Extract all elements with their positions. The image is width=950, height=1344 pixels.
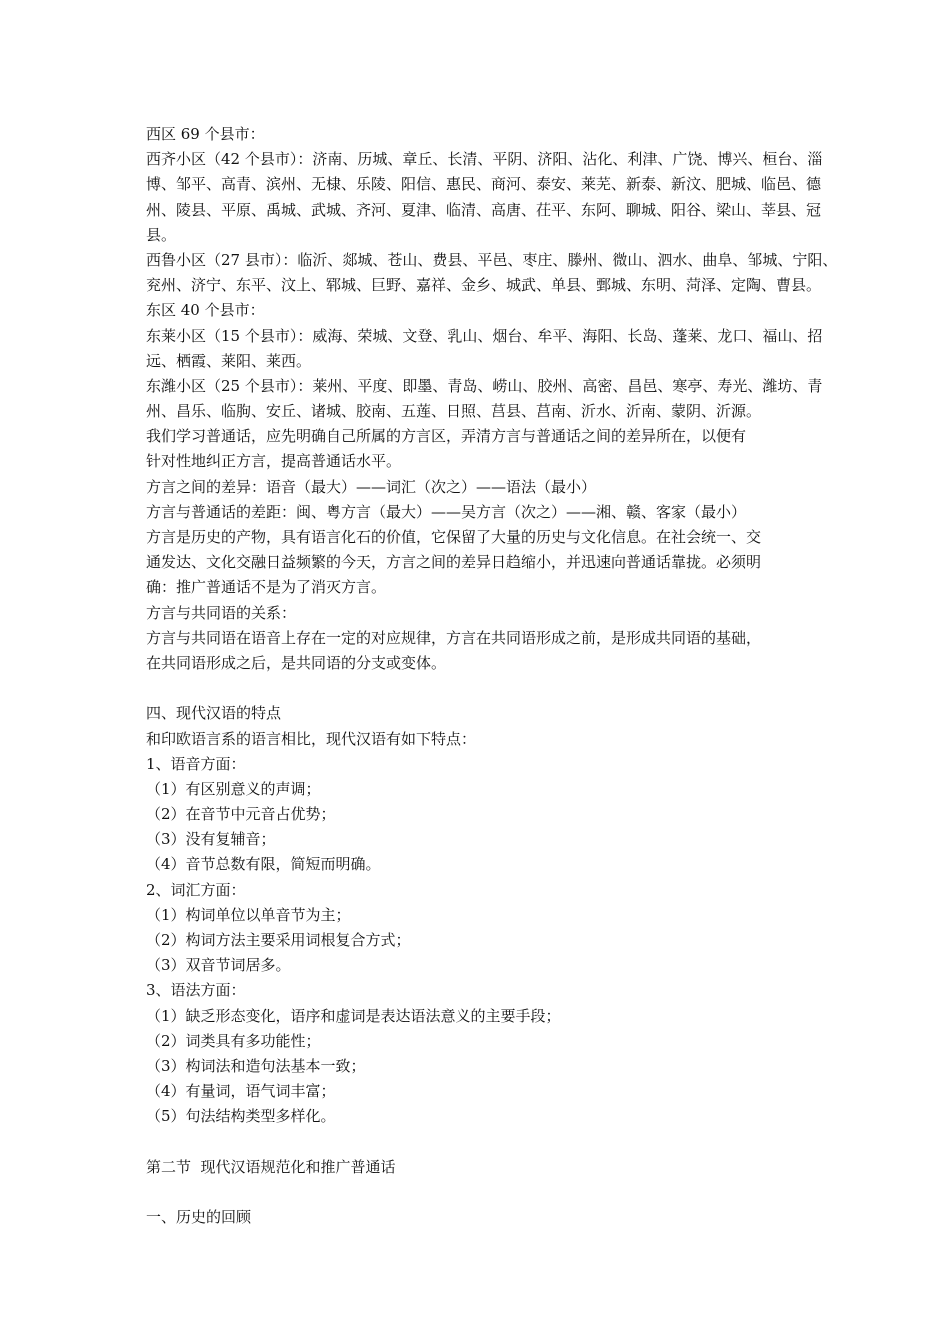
list-item: （2）在音节中元音占优势；: [146, 805, 336, 824]
list-item: （4）音节总数有限，简短而明确。: [146, 855, 381, 874]
list-item: （3）构词法和造句法基本一致；: [146, 1056, 366, 1075]
subsection-heading: 1、语音方面：: [146, 754, 246, 773]
document-page: [146, 122, 838, 1230]
subsection-heading: 2、词汇方面：: [146, 880, 246, 899]
text-line: 东区 40 个县市：: [146, 301, 265, 320]
text-line: 方言是历史的产物，具有语言化石的价值，它保留了大量的历史与文化信息。在社会统一、交: [146, 528, 762, 546]
list-item: （4）有量词，语气词丰富；: [146, 1082, 336, 1101]
text-line: 方言与普通话的差距：闽、粤方言（最大）——吴方言（次之）——湘、赣、客家（最小）: [146, 502, 747, 521]
text-line: 确：推广普通话不是为了消灭方言。: [146, 578, 387, 597]
blank-line: [146, 1180, 818, 1205]
list-item: （1）缺乏形态变化，语序和虚词是表达语法意义的主要手段；: [146, 1006, 561, 1025]
text-line: 州、昌乐、临朐、安丘、诸城、胶南、五莲、日照、莒县、莒南、沂水、沂南、蒙阴、沂源。: [146, 402, 762, 421]
text-line: 博、邹平、高青、滨州、无棣、乐陵、阳信、惠民、商河、泰安、莱芜、新泰、新汶、肥城、临邑、德: [146, 175, 822, 194]
text-line: 通发达、文化交融日益频繁的今天，方言之间的差异日趋缩小，并迅速向普通话靠拢。必须明: [146, 553, 762, 572]
list-item: （1）有区别意义的声调；: [146, 779, 321, 798]
list-item: （3）双音节词居多。: [146, 956, 291, 975]
text-line: 东潍小区（25 个县市）：莱州、平度、即墨、青岛、崂山、胶州、高密、昌邑、寒亭、寿光、潍坊、青: [146, 376, 823, 395]
text-line: 西鲁小区（27 县市）：临沂、郯城、苍山、费县、平邑、枣庄、滕州、微山、泗水、曲阜、邹城、宁阳、: [146, 250, 838, 269]
text-line: 方言之间的差异：语音（最大）——词汇（次之）——语法（最小）: [146, 477, 597, 496]
section-heading: 一、历史的回顾: [146, 1208, 252, 1227]
blank-line: [146, 676, 818, 701]
text-line: 兖州、济宁、东平、汶上、郓城、巨野、嘉祥、金乡、城武、单县、鄄城、东明、菏泽、定陶、曹县。: [146, 276, 822, 295]
list-item: （1）构词单位以单音节为主；: [146, 905, 351, 924]
text-line: 州、陵县、平原、禹城、武城、齐河、夏津、临清、高唐、茌平、东阿、聊城、阳谷、梁山、莘县、冠: [146, 200, 822, 219]
blank-line: [146, 1130, 818, 1155]
text-line: 东莱小区（15 个县市）：威海、荣城、文登、乳山、烟台、牟平、海阳、长岛、蓬莱、龙口、福山、招: [146, 326, 823, 345]
text-line: 方言与共同语在语音上存在一定的对应规律，方言在共同语形成之前，是形成共同语的基础，: [146, 628, 762, 647]
text-line: 西区 69 个县市：: [146, 125, 265, 143]
list-item: （2）构词方法主要采用词根复合方式；: [146, 931, 411, 949]
chapter-heading: 第二节 现代汉语规范化和推广普通话: [146, 1157, 396, 1176]
text-line: 针对性地纠正方言，提高普通话水平。: [146, 452, 402, 471]
list-item: （3）没有复辅音；: [146, 830, 276, 849]
text-line: 县。: [146, 225, 177, 244]
text-line: 在共同语形成之后，是共同语的分支或变体。: [146, 653, 447, 672]
text-line: 我们学习普通话，应先明确自己所属的方言区，弄清方言与普通话之间的差异所在，以便有: [146, 427, 747, 446]
text-line: 西齐小区（42 个县市）：济南、历城、章丘、长清、平阴、济阳、沾化、利津、广饶、博兴、桓台、淄: [146, 150, 823, 169]
subsection-heading: 3、语法方面：: [146, 981, 246, 1000]
text-line: 方言与共同语的关系：: [146, 603, 297, 622]
text-line: 和印欧语言系的语言相比，现代汉语有如下特点：: [146, 729, 477, 748]
list-item: （5）句法结构类型多样化。: [146, 1107, 336, 1126]
section-heading: 四、现代汉语的特点: [146, 704, 282, 723]
text-line: 远、栖霞、莱阳、莱西。: [146, 351, 312, 370]
list-item: （2）词类具有多功能性；: [146, 1031, 321, 1050]
